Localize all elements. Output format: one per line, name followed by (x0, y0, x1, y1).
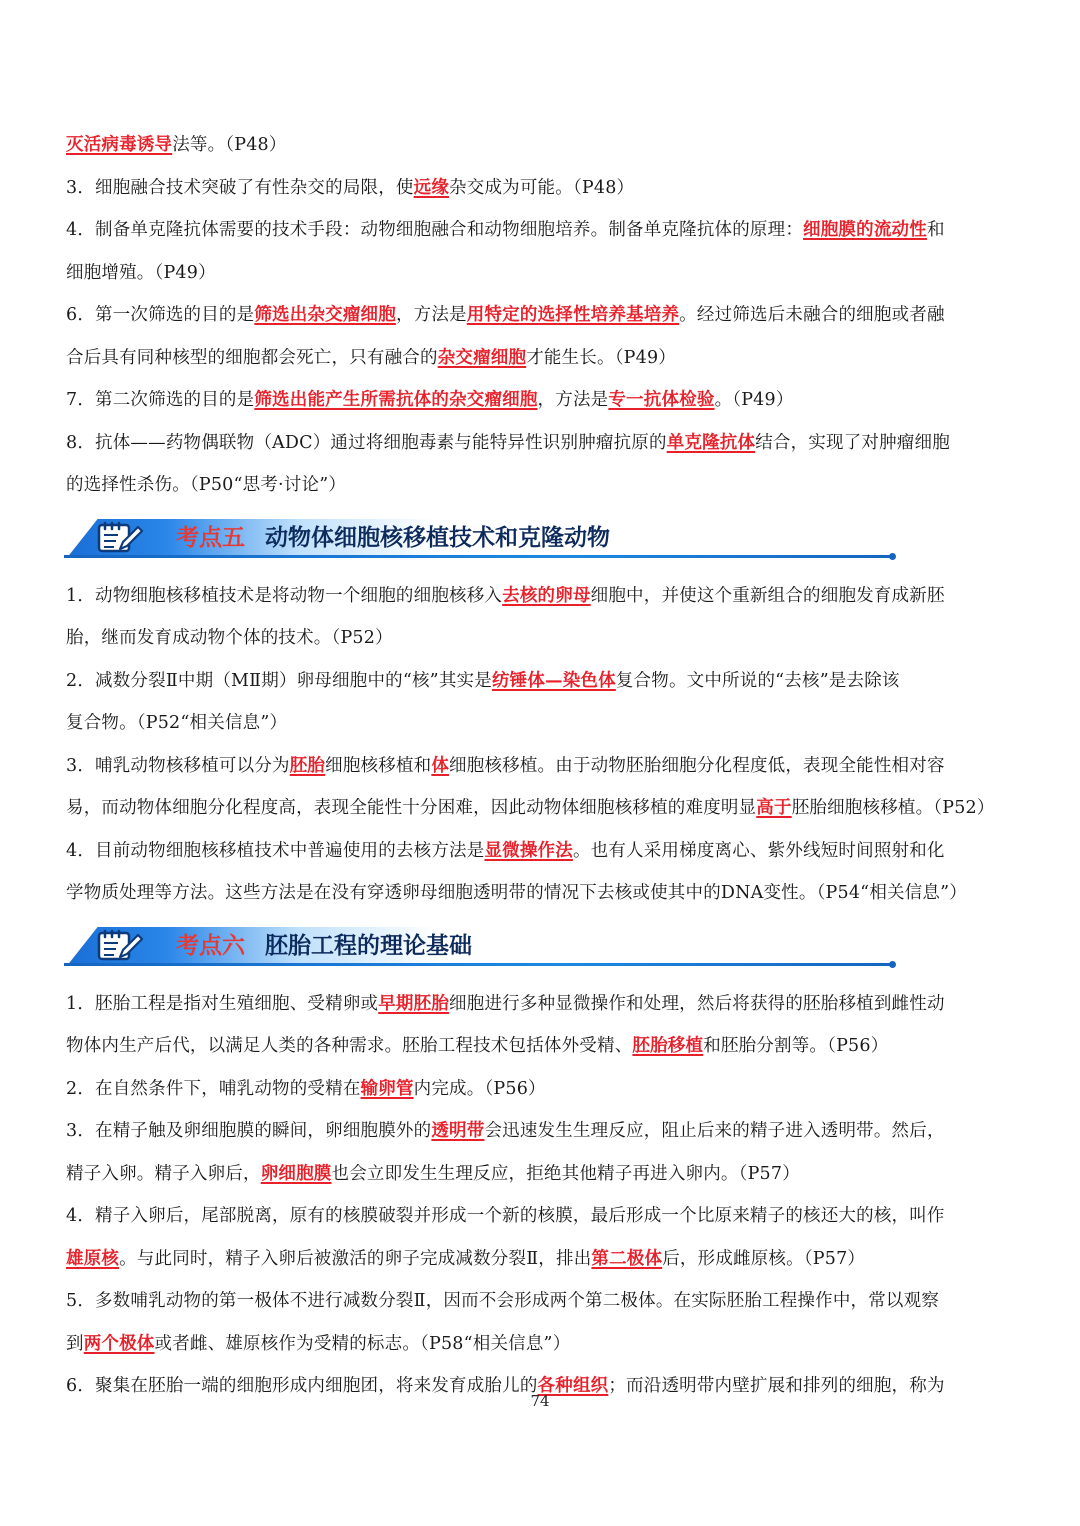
text-segment: 4．目前动物细胞核移植技术中普遍使用的去核方法是 (66, 840, 485, 861)
key-term: 专一抗体检验 (608, 390, 715, 410)
key-term: 单克隆抗体 (666, 432, 756, 453)
text-segment: 细胞核移植和 (325, 755, 432, 776)
text-segment: 也会立即发生生理反应，拒绝其他精子再进入卵内。（P57） (331, 1163, 800, 1184)
text-segment: 6．第一次筛选的目的是 (66, 305, 255, 325)
key-term: 灭活病毒诱导 (66, 135, 173, 155)
text-line (66, 124, 1016, 167)
section-header (64, 919, 894, 981)
text-line (66, 1110, 1016, 1153)
key-term: 筛选出杂交瘤细胞 (254, 305, 396, 325)
text-line (66, 167, 1016, 210)
text-segment: 复合物。文中所说的“去核”是去除该 (615, 670, 900, 691)
text-line (66, 660, 1016, 703)
text-line (66, 294, 1016, 337)
text-segment: 才能生长。（P49） (526, 347, 676, 368)
text-segment: 7．第二次筛选的目的是 (66, 390, 255, 410)
text-line (66, 464, 1016, 507)
key-term: 胚胎移植 (632, 1036, 704, 1056)
section-name: 胚胎工程的理论基础 (265, 932, 472, 959)
text-segment: ，方法是 (395, 305, 467, 325)
key-term: 杂交瘤细胞 (437, 347, 527, 368)
text-segment: 4．制备单克隆抗体需要的技术手段：动物细胞融合和动物细胞培养。制备单克隆抗体的原理： (66, 220, 804, 240)
key-term: 胚胎 (289, 755, 326, 776)
notepad-pencil-icon (96, 928, 144, 962)
text-segment: 2．减数分裂Ⅱ中期（MⅡ期）卵母细胞中的“核”其实是 (66, 670, 492, 691)
text-segment: 法等。（P48） (172, 135, 287, 155)
text-segment: 细胞核移植。由于动物胚胎细胞分化程度低，表现全能性相对容 (449, 755, 945, 776)
text-segment: 到 (66, 1333, 84, 1354)
text-segment: 会迅速发生生理反应，阻止后来的精子进入透明带。然后， (484, 1121, 945, 1141)
text-segment: 合后具有同种核型的细胞都会死亡，只有融合的 (66, 347, 438, 368)
key-term: 卵细胞膜 (260, 1163, 332, 1184)
page-content (66, 124, 1016, 1408)
text-line (66, 830, 1016, 873)
text-segment: 和 (926, 220, 945, 240)
text-segment: 胚胎细胞核移植。（P52） (791, 798, 995, 818)
text-line (66, 1025, 1016, 1068)
key-term: 纺锤体—染色体 (491, 670, 616, 691)
text-line (66, 575, 1016, 618)
text-segment: 复合物。（P52“相关信息”） (66, 713, 288, 733)
text-segment: 或者雌、雄原核作为受精的标志。（P58“相关信息”） (154, 1333, 571, 1354)
text-segment: ，方法是 (537, 390, 609, 410)
key-term: 雄原核 (66, 1248, 120, 1269)
text-segment: 。也有人采用梯度离心、紫外线短时间照射和化 (572, 840, 945, 861)
text-segment: 的选择性杀伤。（P50“思考·讨论”） (66, 475, 347, 495)
text-line (66, 1280, 1016, 1323)
key-term: 第二极体 (591, 1248, 663, 1269)
text-line (66, 1238, 1016, 1281)
text-segment: 6．聚集在胚胎一端的细胞形成内细胞团，将来发育成胎儿的 (66, 1376, 538, 1396)
text-line (66, 379, 1016, 422)
text-line (66, 1195, 1016, 1238)
key-term: 高于 (756, 798, 792, 818)
text-segment: 细胞增殖。（P49） (66, 262, 216, 283)
text-segment: 内完成。（P56） (413, 1078, 546, 1099)
text-segment: 3．细胞融合技术突破了有性杂交的局限，使 (66, 177, 414, 198)
text-segment: 学物质处理等方法。这些方法是在没有穿透卵母细胞透明带的情况下去核或使其中的DNA变性。（P54“相关信息”） (66, 883, 967, 903)
text-segment: 细胞进行多种显微操作和处理，然后将获得的胚胎移植到雌性动 (449, 993, 945, 1014)
text-line (66, 422, 1016, 465)
section-header-underline (64, 963, 890, 966)
key-term: 远缘 (413, 177, 450, 198)
text-segment: 1．动物细胞核移植技术是将动物一个细胞的细胞核移入 (66, 585, 503, 606)
text-segment: 1．胚胎工程是指对生殖细胞、受精卵或 (66, 993, 379, 1014)
text-segment: 细胞中，并使这个重新组合的细胞发育成新胚 (590, 585, 945, 606)
text-segment: 结合，实现了对肿瘤细胞 (755, 432, 950, 453)
text-segment: 精子入卵。精子入卵后， (66, 1163, 261, 1184)
text-line (66, 252, 1016, 295)
text-segment: 。与此同时，精子入卵后被激活的卵子完成减数分裂Ⅱ，排出 (119, 1248, 592, 1269)
key-term: 筛选出能产生所需抗体的杂交瘤细胞 (254, 390, 538, 410)
text-segment: ；而沿透明带内壁扩展和排列的细胞，称为 (608, 1376, 945, 1396)
text-segment: 8．抗体——药物偶联物（ADC）通过将细胞毒素与能特异性识别肿瘤抗原的 (66, 432, 667, 453)
text-line (66, 872, 1016, 915)
text-segment: 后，形成雌原核。（P57） (662, 1248, 866, 1269)
text-line (66, 617, 1016, 660)
key-term: 用特定的选择性培养基培养 (466, 305, 680, 325)
page-number: 74 (530, 1392, 550, 1410)
text-segment: 2．在自然条件下，哺乳动物的受精在 (66, 1078, 361, 1099)
text-line (66, 209, 1016, 252)
text-segment: 和胚胎分割等。（P56） (703, 1036, 889, 1056)
key-term: 细胞膜的流动性 (803, 220, 927, 240)
key-term: 体 (431, 755, 450, 776)
text-line (66, 1323, 1016, 1366)
text-segment: 易，而动物体细胞分化程度高，表现全能性十分困难，因此动物体细胞核移植的难度明显 (66, 798, 757, 818)
section-name: 动物体细胞核移植技术和克隆动物 (265, 524, 610, 551)
text-segment: 3．在精子触及卵细胞膜的瞬间，卵细胞膜外的 (66, 1121, 432, 1141)
text-line (66, 745, 1016, 788)
text-line (66, 1068, 1016, 1111)
text-segment: 物体内生产后代，以满足人类的各种需求。胚胎工程技术包括体外受精、 (66, 1036, 633, 1056)
text-line (66, 1153, 1016, 1196)
text-line (66, 787, 1016, 830)
key-term: 透明带 (431, 1121, 485, 1141)
section-header-underline (64, 555, 890, 558)
key-term: 输卵管 (360, 1078, 414, 1099)
key-term: 去核的卵母 (502, 585, 591, 606)
key-term: 早期胚胎 (378, 993, 450, 1014)
section-number: 考点六 (176, 932, 245, 959)
text-line (66, 337, 1016, 380)
section-title (176, 521, 610, 555)
text-line (66, 702, 1016, 745)
text-segment: 胎，继而发育成动物个体的技术。（P52） (66, 628, 393, 648)
text-segment: 4．精子入卵后，尾部脱离，原有的核膜破裂并形成一个新的核膜，最后形成一个比原来精子的核还大的核，叫作 (66, 1206, 945, 1226)
notepad-pencil-icon (96, 520, 144, 554)
text-segment: 杂交成为可能。（P48） (449, 177, 635, 198)
section-number: 考点五 (176, 524, 245, 551)
text-segment: 3．哺乳动物核移植可以分为 (66, 755, 290, 776)
section-title (176, 929, 472, 963)
text-segment: 5．多数哺乳动物的第一极体不进行减数分裂Ⅱ，因而不会形成两个第二极体。在实际胚胎工程操作中，常以观察 (66, 1291, 940, 1311)
text-segment: 。（P49） (714, 390, 794, 410)
key-term: 各种组织 (537, 1376, 609, 1396)
text-line (66, 983, 1016, 1026)
key-term: 两个极体 (83, 1333, 155, 1354)
text-segment: 。经过筛选后未融合的细胞或者融 (679, 305, 945, 325)
key-term: 显微操作法 (484, 840, 573, 861)
section-header (64, 511, 894, 573)
